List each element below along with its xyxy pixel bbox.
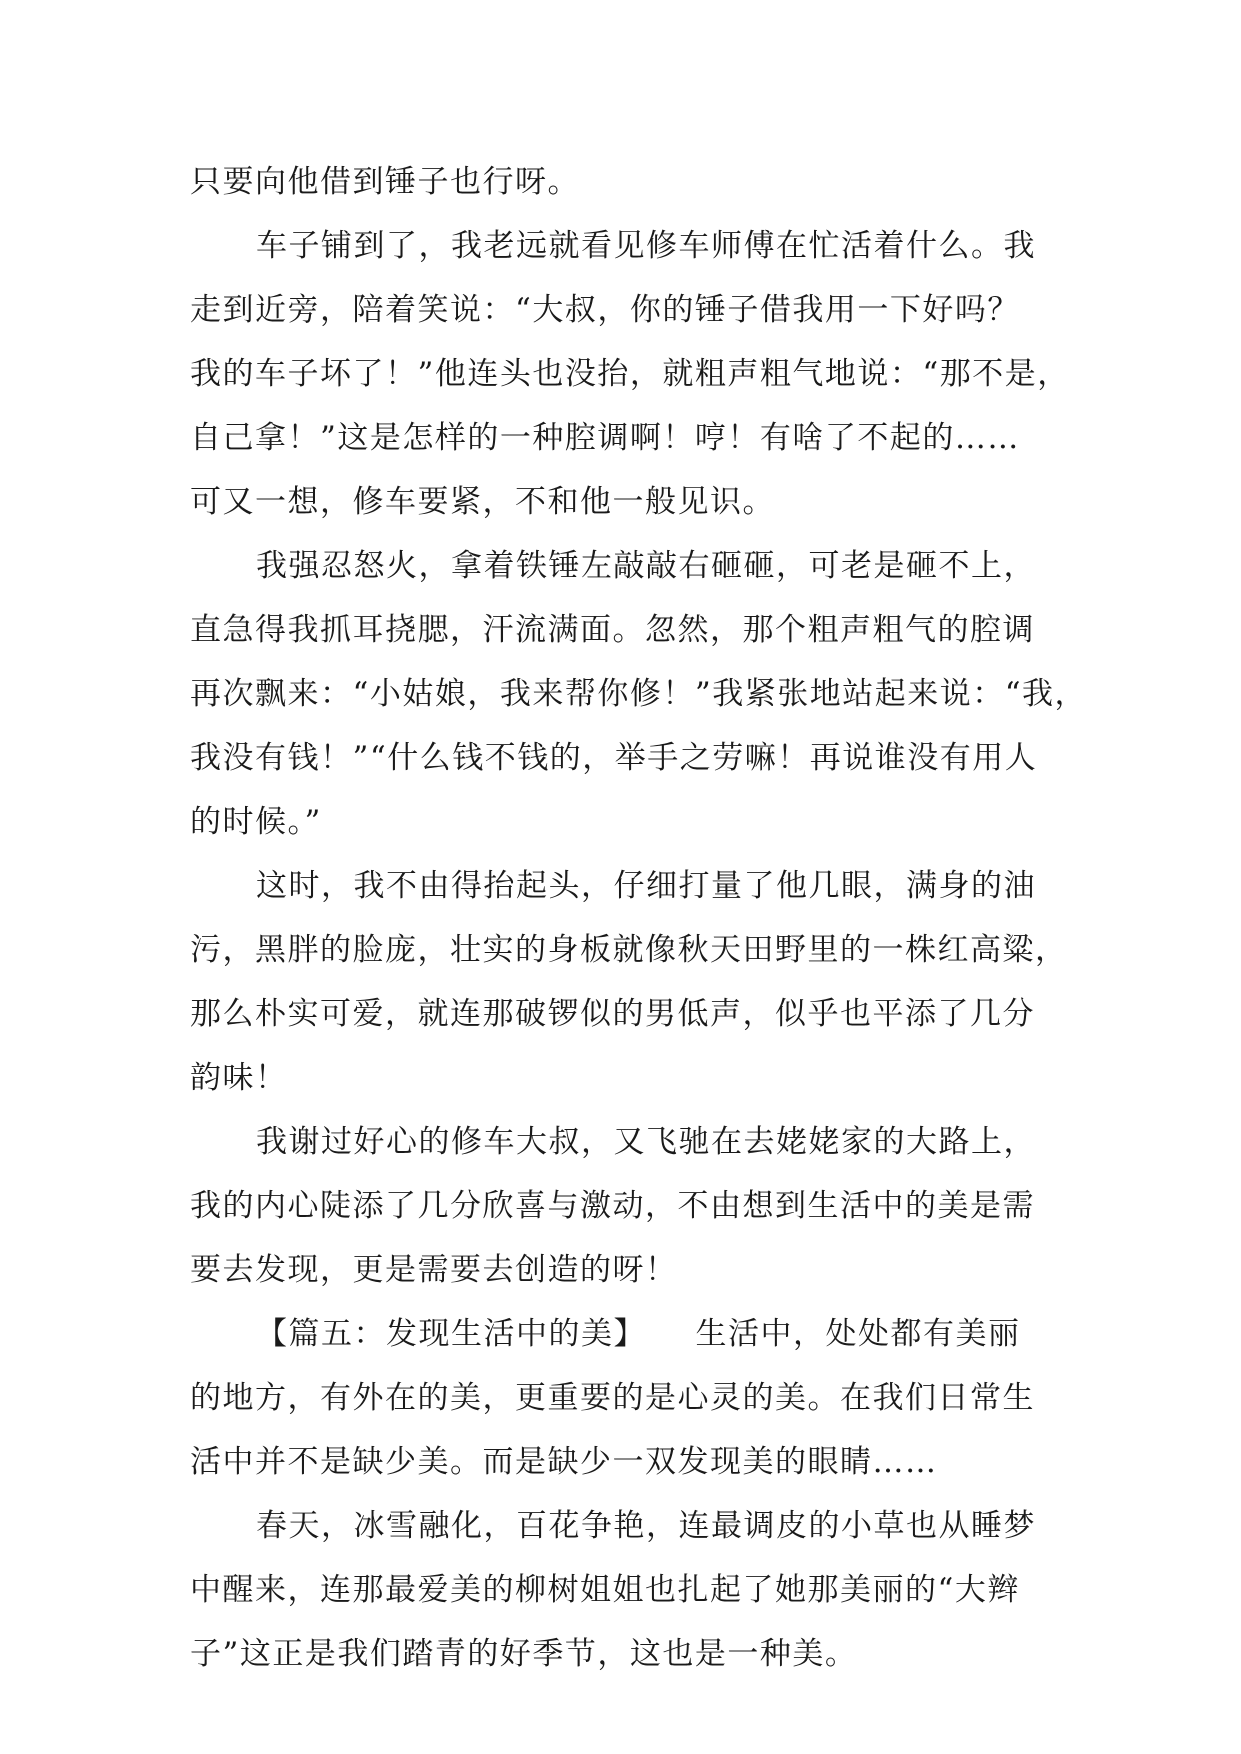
text-line: 那么朴实可爱，就连那破锣似的男低声，似乎也平添了几分 xyxy=(190,996,1035,1032)
text-line: 子”这正是我们踏青的好季节，这也是一种美。 xyxy=(190,1636,858,1672)
text-line: 我的内心陡添了几分欣喜与激动，不由想到生活中的美是需 xyxy=(190,1188,1035,1224)
paragraph-first-line: 车子铺到了，我老远就看见修车师傅在忙活着什么。我 xyxy=(256,228,1036,264)
text-line: 我的车子坏了！”他连头也没抬，就粗声粗气地说：“那不是， xyxy=(190,356,1070,392)
text-line: 可又一想，修车要紧，不和他一般见识。 xyxy=(190,484,775,520)
body-text xyxy=(190,150,1088,1686)
section-heading-line: 【篇五：发现生活中的美】 生活中，处处都有美丽 xyxy=(256,1316,1021,1352)
text-line: 韵味！ xyxy=(190,1060,288,1096)
text-line: 的时候。” xyxy=(190,804,322,840)
text-line: 污，黑胖的脸庞，壮实的身板就像秋天田野里的一株红高粱， xyxy=(190,932,1068,968)
paragraph-first-line: 这时，我不由得抬起头，仔细打量了他几眼，满身的油 xyxy=(256,868,1036,904)
paragraph-first-line: 春天，冰雪融化，百花争艳，连最调皮的小草也从睡梦 xyxy=(256,1508,1036,1544)
paragraph-first-line: 我强忍怒火，拿着铁锤左敲敲右砸砸，可老是砸不上， xyxy=(256,548,1036,584)
text-line: 只要向他借到锤子也行呀。 xyxy=(190,164,580,200)
text-line: 自己拿！”这是怎样的一种腔调啊！哼！有啥了不起的…… xyxy=(190,420,1020,456)
text-line: 要去发现，更是需要去创造的呀！ xyxy=(190,1252,678,1288)
text-line: 的地方，有外在的美，更重要的是心灵的美。在我们日常生 xyxy=(190,1380,1035,1416)
text-line: 中醒来，连那最爱美的柳树姐姐也扎起了她那美丽的“大辫 xyxy=(190,1572,1020,1608)
text-line: 活中并不是缺少美。而是缺少一双发现美的眼睛…… xyxy=(190,1444,938,1480)
text-line: 再次飘来：“小姑娘，我来帮你修！”我紧张地站起来说：“我， xyxy=(190,676,1088,712)
text-line: 我没有钱！”“什么钱不钱的，举手之劳嘛！再说谁没有用人 xyxy=(190,740,1038,776)
text-line: 直急得我抓耳挠腮，汗流满面。忽然，那个粗声粗气的腔调 xyxy=(190,612,1035,648)
text-line: 走到近旁，陪着笑说：“大叔，你的锤子借我用一下好吗？ xyxy=(190,292,1020,328)
paragraph-first-line: 我谢过好心的修车大叔，又飞驰在去姥姥家的大路上， xyxy=(256,1124,1036,1160)
